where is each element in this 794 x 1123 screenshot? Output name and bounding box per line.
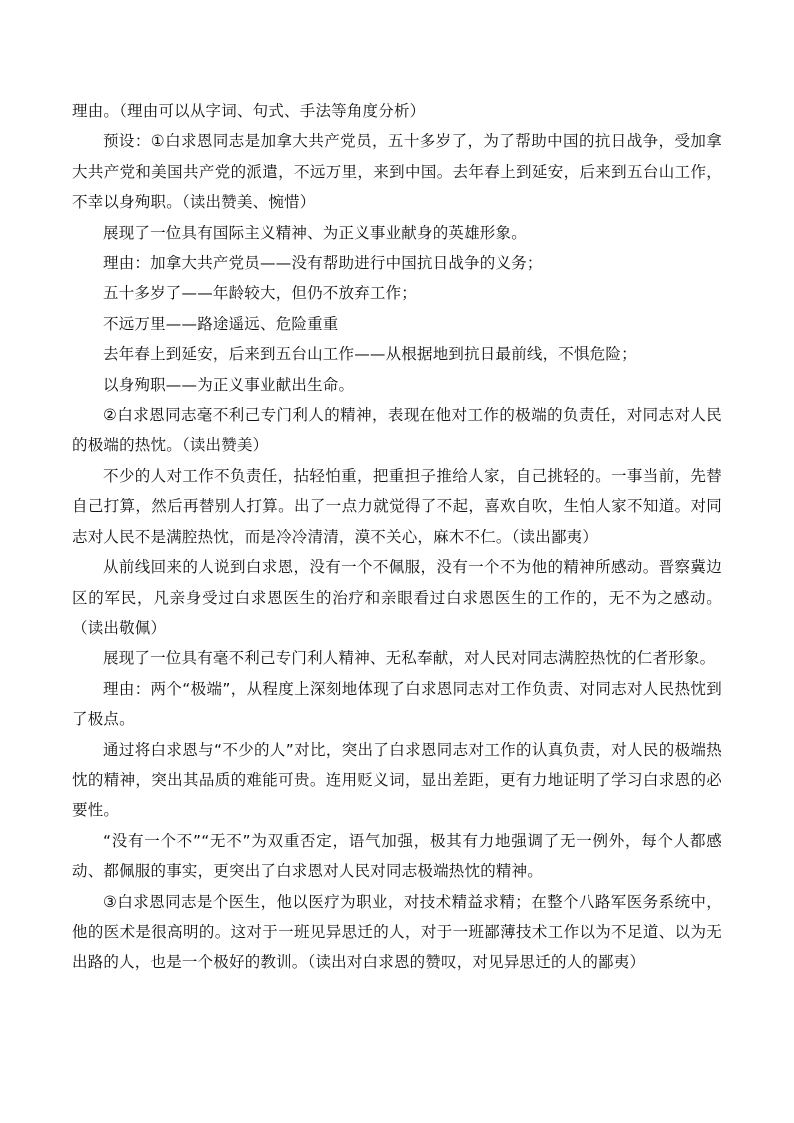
paragraph: 理由：两个“极端”，从程度上深刻地体现了白求恩同志对工作负责、对同志对人民热忱到了极点。 bbox=[72, 679, 722, 729]
paragraph: 五十多岁了——年龄较大，但仍不放弃工作； bbox=[103, 284, 418, 303]
paragraph: 不远万里——路途遥远、危险重重 bbox=[103, 314, 339, 333]
paragraph: 展现了一位具有国际主义精神、为正义事业献身的英雄形象。 bbox=[103, 223, 527, 242]
paragraph: ③白求恩同志是个医生，他以医疗为职业，对技术精益求精；在整个八路军医务系统中，他的医术是很高明的。这对于一班见异思迁的人，对于一班鄙薄技术工作以为不足道、以为无出路的人，也是一个极好的教训。（读出对白求恩的赞叹，对见异思迁的人的鄙夷） bbox=[72, 892, 722, 972]
paragraph: 理由。（理由可以从字词、句式、手法等角度分析） bbox=[72, 102, 426, 120]
paragraph: 通过将白求恩与“不少的人”对比，突出了白求恩同志对工作的认真负责，对人民的极端热忱的精神，突出其品质的难能可贵。连用贬义词，显出差距，更有力地证明了学习白求恩的必要性。 bbox=[72, 740, 722, 820]
paragraph: 从前线回来的人说到白求恩，没有一个不佩服，没有一个不为他的精神所感动。晋察冀边区的军民，凡亲身受过白求恩医生的治疗和亲眼看过白求恩医生的工作的，无不为之感动。（读出敬佩） bbox=[72, 558, 722, 637]
document-body bbox=[72, 96, 722, 978]
paragraph: “没有一个不”“无不”为双重否定，语气加强，极其有力地强调了无一例外，每个人都感动、都佩服的事实，更突出了白求恩对人民对同志极端热忱的精神。 bbox=[72, 831, 722, 881]
paragraph: 去年春上到延安，后来到五台山工作——从根据地到抗日最前线，不惧危险； bbox=[103, 345, 637, 364]
paragraph: 展现了一位具有毫不利己专门利人精神、无私奉献，对人民对同志满腔热忱的仁者形象。 bbox=[103, 649, 716, 668]
paragraph: 以身殉职——为正义事业献出生命。 bbox=[103, 375, 355, 394]
paragraph: 预设：①白求恩同志是加拿大共产党员，五十多岁了，为了帮助中国的抗日战争，受加拿大共产党和美国共产党的派遣，不远万里，来到中国。去年春上到延安，后来到五台山工作，不幸以身殉职。（读出赞美、惋惜） bbox=[72, 132, 722, 212]
paragraph: 不少的人对工作不负责任，拈轻怕重，把重担子推给人家，自己挑轻的。一事当前，先替自己打算，然后再替别人打算。出了一点力就觉得了不起，喜欢自吹，生怕人家不知道。对同志对人民不是满腔热忱，而是冷冷清清，漠不关心，麻木不仁。（读出鄙夷） bbox=[72, 466, 722, 546]
paragraph: 理由：加拿大共产党员——没有帮助进行中国抗日战争的义务； bbox=[103, 254, 543, 273]
paragraph: ②白求恩同志毫不利己专门利人的精神，表现在他对工作的极端的负责任，对同志对人民的极端的热忱。（读出赞美） bbox=[72, 406, 722, 455]
